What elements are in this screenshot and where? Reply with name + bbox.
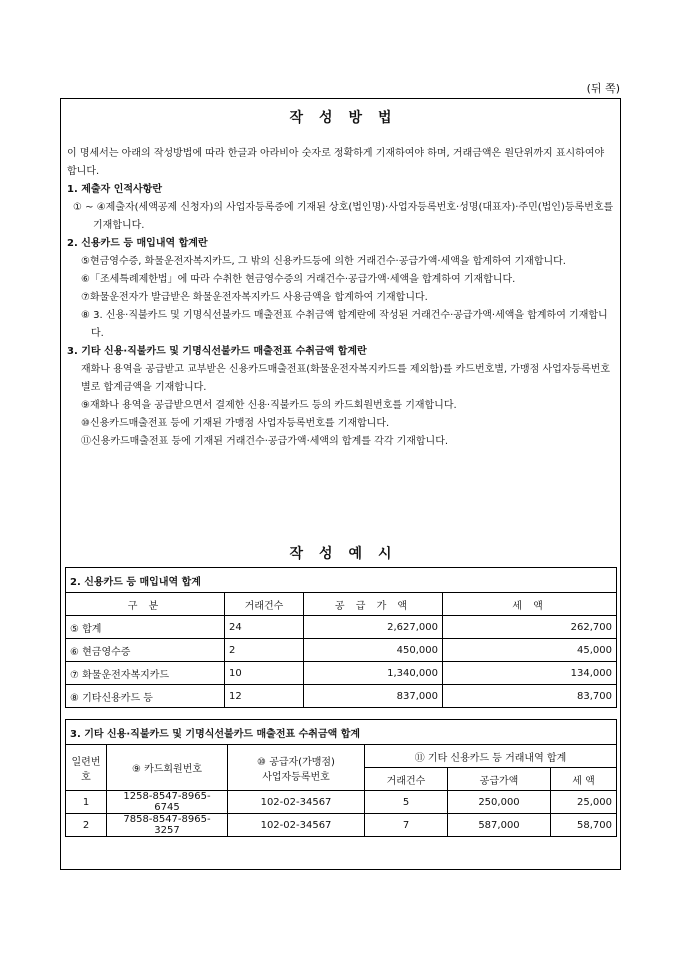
table2-header-tax: 세 액 [443, 593, 617, 616]
table3-header-merchant-line-2: 사업자등록번호 [262, 771, 330, 783]
table2-cell-category: ⑤ 합계 [66, 616, 225, 639]
table3-header-serial: 일련번호 [66, 745, 107, 791]
table2-cell-supply: 450,000 [304, 639, 443, 662]
table3-header-group: ⑪ 기타 신용카드 등 거래내역 합계 [365, 745, 617, 768]
table3-header-merchant [228, 745, 365, 791]
table2-header-supply: 공 급 가 액 [304, 593, 443, 616]
section-2-line-2: ⑥「조세특례제한법」에 따라 수취한 현금영수증의 거래건수·공급가액·세액을 합계하여 기재합니다. [81, 274, 516, 285]
page-side-label: (뒤 쪽) [586, 82, 620, 95]
table-row [66, 616, 617, 639]
table2-cell-count: 24 [225, 616, 304, 639]
table3-cell-merchant: 102-02-34567 [228, 814, 365, 837]
table2-cell-category: ⑧ 기타신용카드 등 [66, 685, 225, 708]
table-row [66, 639, 617, 662]
table-row [66, 685, 617, 708]
table-row [66, 814, 617, 837]
table2-cell-tax: 45,000 [443, 639, 617, 662]
section-3-line-4: ⑪신용카드매출전표 등에 기재된 거래건수·공급가액·세액의 합계를 각각 기재합니다. [81, 436, 449, 447]
section-1-line-1: ① ~ ④제출자(세액공제 신청자)의 사업자등록증에 기재된 상호(법인명)·사업자등록번호·성명(대표자)·주민(법인)등록번호를 기재합니다. [73, 202, 614, 231]
section-2-line-4: ⑧ 3. 신용·직불카드 및 기명식선불카드 매출전표 수취금액 합계란에 작성된 거래건수·공급가액·세액을 합계하여 기재합니다. [81, 310, 608, 339]
table3-header-tax: 세 액 [551, 768, 617, 791]
instructions-intro: 이 명세서는 아래의 작성방법에 따라 한글과 아라비아 숫자로 정확하게 기재하여야 하며, 거래금액은 원단위까지 표시하여야 합니다. [67, 148, 605, 177]
table3-cell-count: 7 [365, 814, 448, 837]
table3-cell-merchant: 102-02-34567 [228, 791, 365, 814]
table3-cell-supply: 587,000 [448, 814, 551, 837]
table3-cell-serial: 1 [66, 791, 107, 814]
table3-header-supply: 공급가액 [448, 768, 551, 791]
table2-cell-category: ⑦ 화물운전자복지카드 [66, 662, 225, 685]
table3-cell-supply: 250,000 [448, 791, 551, 814]
instructions-body [67, 145, 614, 451]
table2-cell-supply: 2,627,000 [304, 616, 443, 639]
table3-cell-tax: 58,700 [551, 814, 617, 837]
section-2-heading: 2. 신용카드 등 매입내역 합계란 [67, 238, 208, 249]
table-row [66, 791, 617, 814]
table3-cell-serial: 2 [66, 814, 107, 837]
card-receipt-summary-table [65, 719, 617, 837]
instructions-title: 작성방법 [289, 110, 408, 126]
table2-header-count: 거래건수 [225, 593, 304, 616]
table2-header-category: 구 분 [66, 593, 225, 616]
purchase-summary-table [65, 567, 617, 708]
section-3-heading: 3. 기타 신용·직불카드 및 기명식선불카드 매출전표 수취금액 합계란 [67, 346, 367, 357]
table3-caption: 3. 기타 신용·직불카드 및 기명식선불카드 매출전표 수취금액 합계 [66, 720, 617, 745]
table2-cell-tax: 83,700 [443, 685, 617, 708]
table3-cell-tax: 25,000 [551, 791, 617, 814]
table2-cell-category: ⑥ 현금영수증 [66, 639, 225, 662]
table2-cell-count: 2 [225, 639, 304, 662]
table2-caption: 2. 신용카드 등 매입내역 합계 [66, 568, 617, 593]
table3-cell-card-number: 1258-8547-8965-6745 [107, 791, 228, 814]
table2-cell-count: 10 [225, 662, 304, 685]
section-1-heading: 1. 제출자 인적사항란 [67, 184, 162, 195]
table2-cell-supply: 1,340,000 [304, 662, 443, 685]
table2-cell-tax: 262,700 [443, 616, 617, 639]
form-frame [60, 98, 621, 870]
table2-cell-supply: 837,000 [304, 685, 443, 708]
table3-cell-count: 5 [365, 791, 448, 814]
table3-header-count: 거래건수 [365, 768, 448, 791]
table-row [66, 662, 617, 685]
section-2-line-1: ⑤현금영수증, 화물운전자복지카드, 그 밖의 신용카드등에 의한 거래건수·공급가액·세액을 합계하여 기재합니다. [81, 256, 566, 267]
table2-cell-tax: 134,000 [443, 662, 617, 685]
section-2-line-3: ⑦화물운전자가 발급받은 화물운전자복지카드 사용금액을 합계하여 기재합니다. [81, 292, 428, 303]
table3-cell-card-number: 7858-8547-8965-3257 [107, 814, 228, 837]
table2-cell-count: 12 [225, 685, 304, 708]
section-3-line-1: 재화나 용역을 공급받고 교부받은 신용카드매출전표(화물운전자복지카드를 제외함)를 카드번호별, 가맹점 사업자등록번호별로 합계금액을 기재합니다. [81, 364, 611, 393]
table3-header-merchant-line-1: ⑩ 공급자(가맹점) [257, 756, 335, 768]
example-title: 작성예시 [289, 546, 408, 562]
table3-header-card-number: ⑨ 카드회원번호 [107, 745, 228, 791]
section-3-line-3: ⑩신용카드매출전표 등에 기재된 가맹점 사업자등록번호를 기재합니다. [81, 418, 390, 429]
section-3-line-2: ⑨재화나 용역을 공급받으면서 결제한 신용·직불카드 등의 카드회원번호를 기재합니다. [81, 400, 457, 411]
